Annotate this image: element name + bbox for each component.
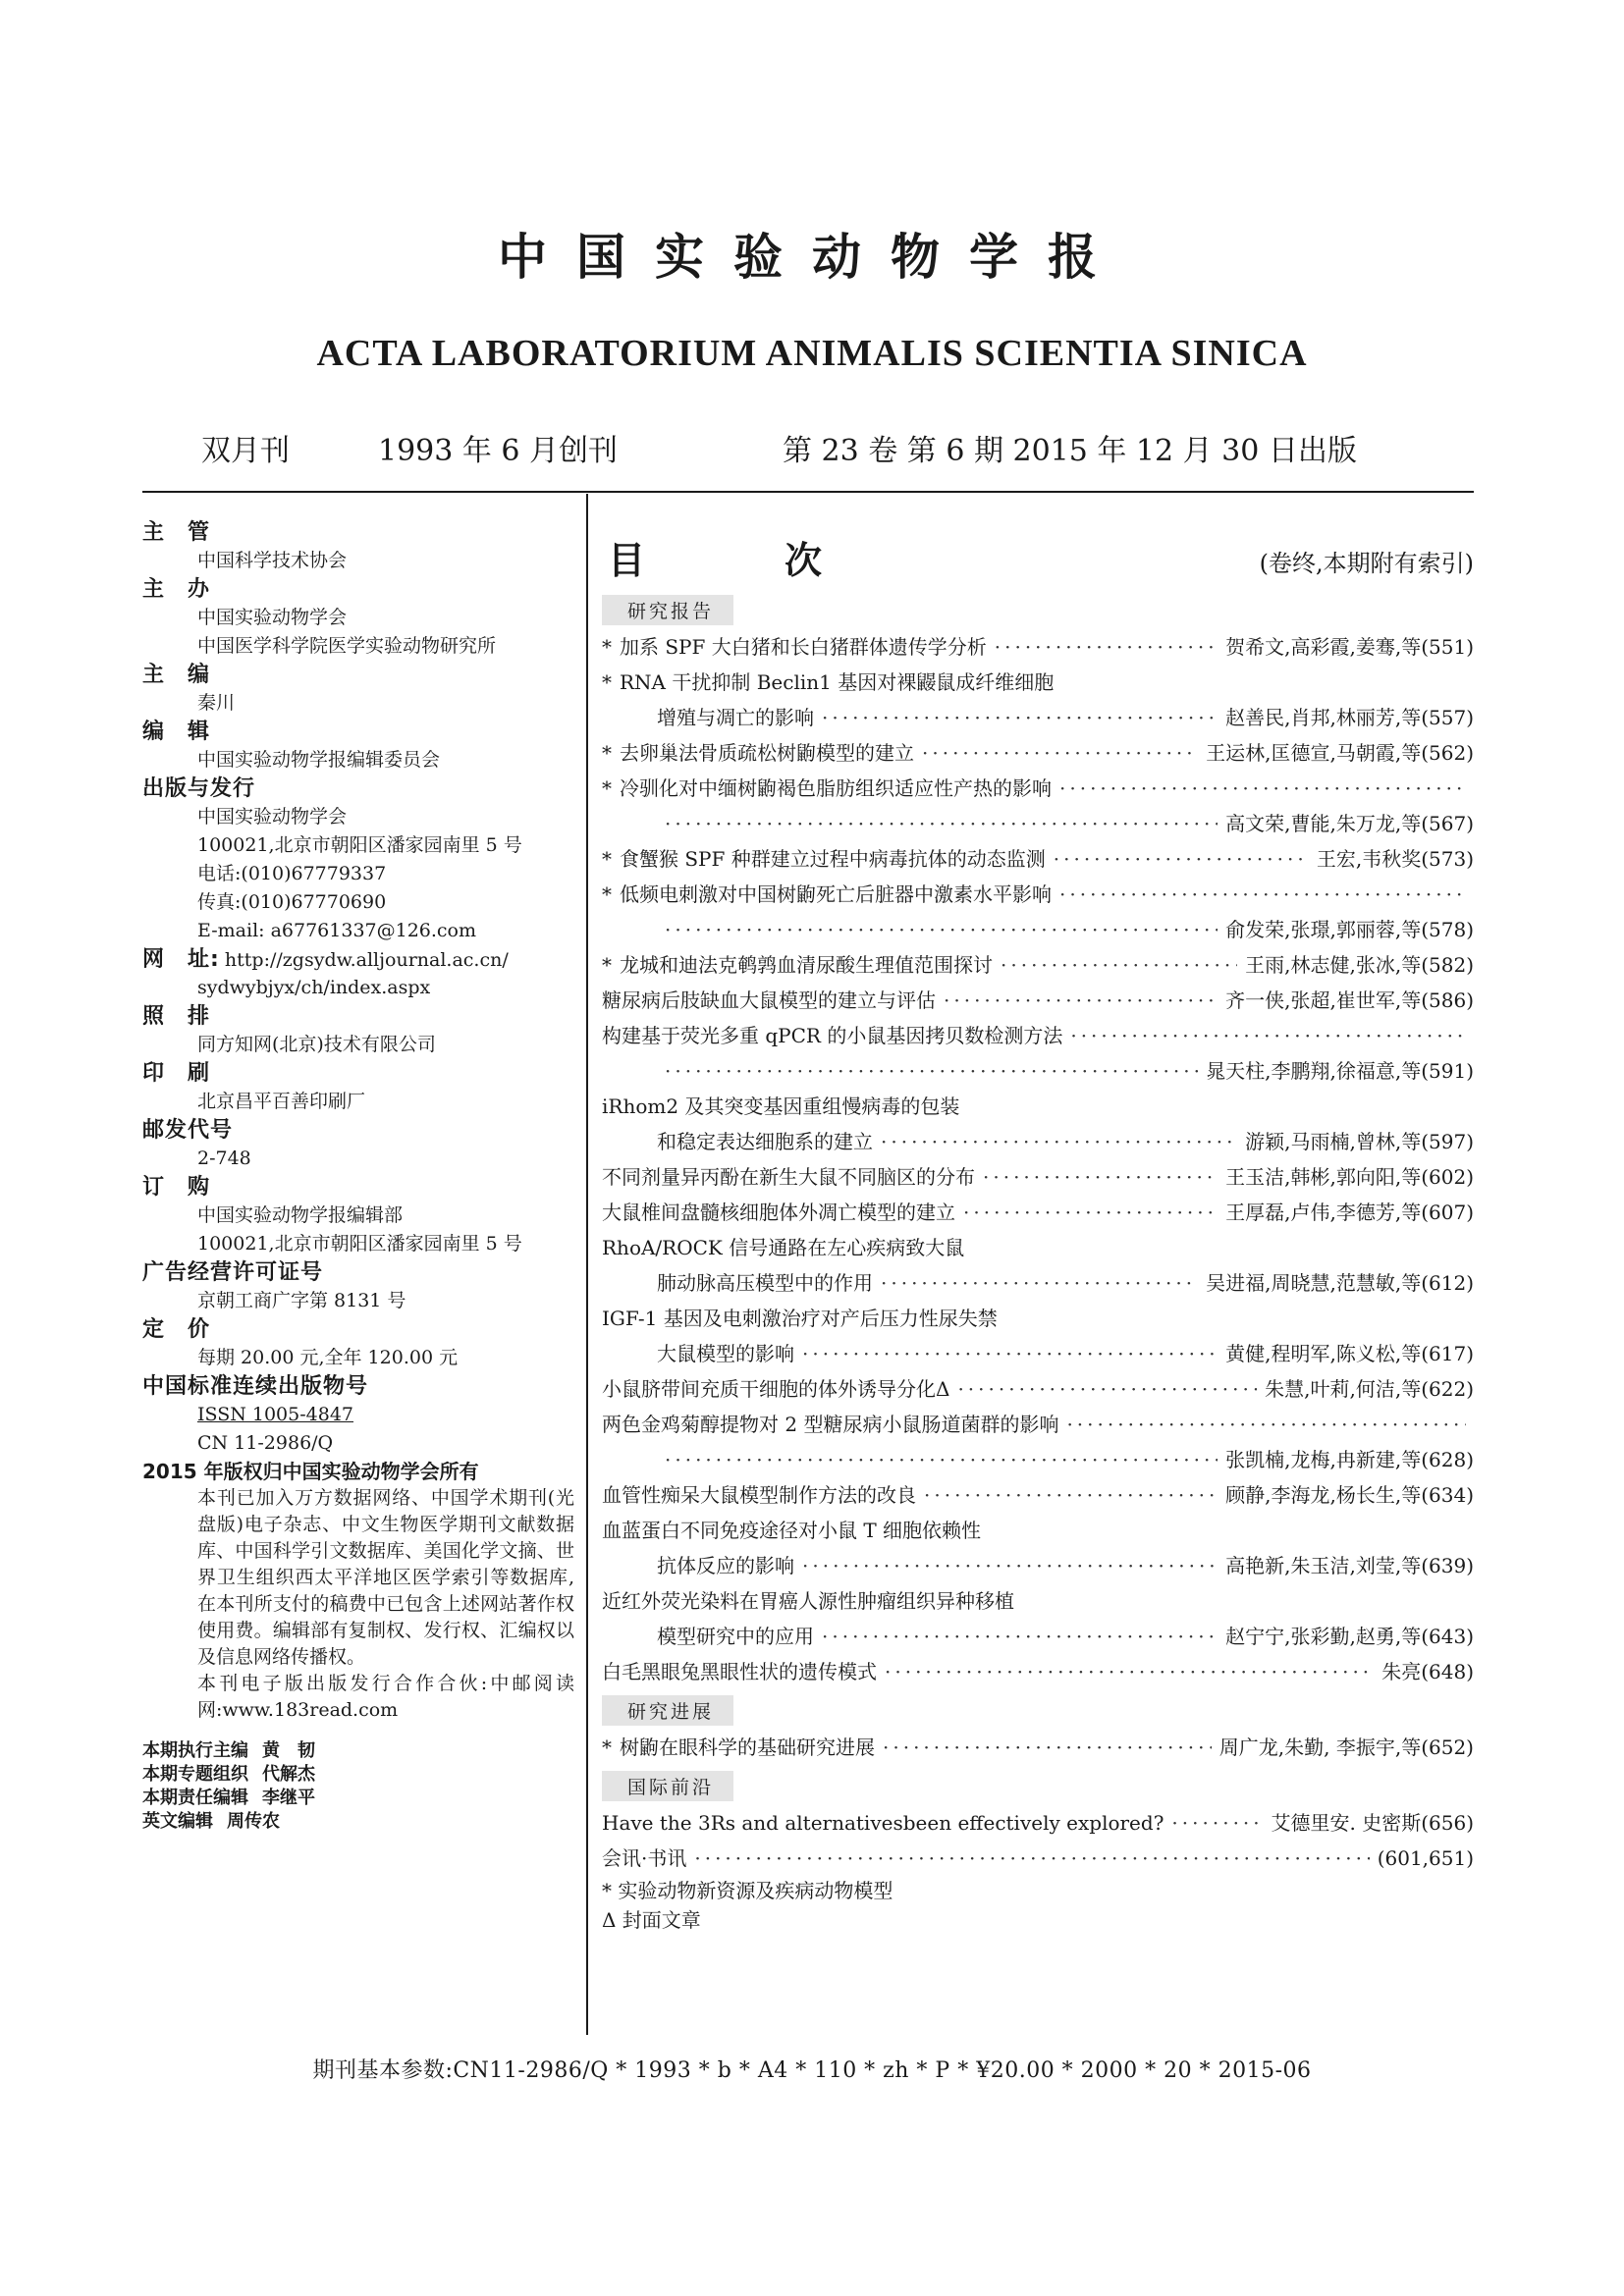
leader-dots	[983, 1159, 1218, 1195]
toc-entry-title: iRhom2 及其突变基因重组慢病毒的包装	[602, 1095, 960, 1118]
journal-parameters: 期刊基本参数:CN11-2986/Q * 1993 * b * A4 * 110 * zh * P * ¥20.00 * 2000 * 20 * 2015-06	[312, 2058, 1312, 2083]
info-label: 编 辑	[142, 720, 211, 744]
toc-entry-authors-page: 张凯楠,龙梅,冉新建,等(628)	[1225, 1448, 1474, 1471]
staff-item: 本期执行主编 黄 韧	[142, 1740, 315, 1761]
toc-entry-authors-page: 吴进福,周晓慧,范慧敏,等(612)	[1206, 1271, 1474, 1295]
info-label: 定 价	[142, 1317, 211, 1342]
staff-list	[142, 1739, 574, 1834]
toc-entry-authors-page: 高文荣,曹能,朱万龙,等(567)	[1225, 812, 1474, 835]
staff-item: 本期责任编辑 李继平	[142, 1788, 315, 1808]
toc-entry-title: 低频电刺激对中国树鼩死亡后脏器中激素水平影响	[620, 882, 1052, 906]
website-link[interactable]: http://zgsydw.alljournal.ac.cn/	[224, 949, 509, 971]
toc-entry-authors-page: 顾静,李海龙,杨长生,等(634)	[1225, 1483, 1474, 1507]
toc-entry-title-cont: 肺动脉高压模型中的作用	[657, 1271, 873, 1295]
toc-entry[interactable]	[602, 983, 1474, 1018]
toc-entry-mark: *	[602, 741, 612, 765]
toc-entry[interactable]	[602, 877, 1474, 947]
toc-entry-authors-page: 高艳新,朱玉洁,刘莹,等(639)	[1225, 1554, 1474, 1577]
toc-entry[interactable]	[602, 1513, 1474, 1583]
info-value: 京朝工商广字第 8131 号	[197, 1290, 406, 1311]
toc-entry-title: 白毛黑眼兔黑眼性状的遗传模式	[602, 1660, 877, 1683]
leader-dots	[665, 1442, 1218, 1477]
info-value: 秦川	[197, 692, 236, 714]
leader-dots	[665, 1053, 1198, 1089]
info-value: 同方知网(北京)技术有限公司	[197, 1034, 436, 1055]
leader-dots	[1001, 947, 1237, 983]
leader-dots	[881, 1265, 1198, 1301]
leader-dots	[883, 1730, 1212, 1765]
copyright-text: 本刊已加入万方数据网络、中国学术期刊(光盘版)电子杂志、中文生物医学期刊文献数据库、中国科学引文数据库、美国化学文摘、世界卫生组织西太平洋地区医学索引等数据库,在本刊所支付的稿费中已包含上述网站著作权使用费。编辑部有复制权、发行权、汇编权以及信息网络传播权。	[197, 1487, 574, 1668]
info-label: 出版与发行	[142, 776, 256, 801]
leader-dots	[885, 1654, 1374, 1689]
toc-entry[interactable]	[602, 1371, 1474, 1407]
toc-entry-authors-page: 赵宁宁,张彩勤,赵勇,等(643)	[1225, 1625, 1474, 1648]
info-value: 北京昌平百善印刷厂	[197, 1091, 366, 1112]
info-value: 100021,北京市朝阳区潘家园南里 5 号	[197, 1233, 522, 1255]
info-label: 印 刷	[142, 1061, 211, 1086]
toc-entry-title-cont: 增殖与凋亡的影响	[657, 706, 814, 729]
toc-entry[interactable]	[602, 1583, 1474, 1654]
leader-dots	[1059, 771, 1466, 806]
toc-entry-title: IGF-1 基因及电刺激治疗对产后压力性尿失禁	[602, 1307, 998, 1330]
info-label: 邮发代号	[142, 1118, 234, 1143]
journal-title-en: ACTA LABORATORIUM ANIMALIS SCIENTIA SINICA	[316, 333, 1308, 374]
toc-entry-authors-page: (601,651)	[1377, 1846, 1474, 1870]
toc-entry-authors-page: 周广龙,朱勤, 李振宇,等(652)	[1218, 1735, 1474, 1759]
toc-section-heading: 研究进展	[602, 1695, 733, 1726]
journal-title-cn: 中国实验动物学报	[498, 229, 1126, 286]
toc-entry-mark: *	[602, 847, 612, 871]
toc-entry-authors-page: 王雨,林志健,张冰,等(582)	[1245, 953, 1474, 977]
frequency: 双月刊	[201, 434, 290, 468]
toc-entry[interactable]	[602, 1195, 1474, 1230]
leader-dots	[694, 1841, 1369, 1876]
info-label: 主 编	[142, 663, 211, 687]
issue-info: 第 23 卷 第 6 期 2015 年 12 月 30 日出版	[783, 434, 1357, 468]
leader-dots	[995, 629, 1218, 665]
toc-entry[interactable]	[602, 1805, 1474, 1841]
toc-entry-authors-page: 王宏,韦秋奖(573)	[1316, 847, 1474, 871]
toc-entry-title: 近红外荧光染料在胃癌人源性肿瘤组织异种移植	[602, 1589, 1014, 1613]
toc-section-heading: 国际前沿	[602, 1771, 733, 1801]
toc-entry-authors-page: 艾德里安. 史密斯(656)	[1271, 1811, 1474, 1835]
toc-entry[interactable]	[602, 1230, 1474, 1301]
info-value: 中国科学技术协会	[197, 550, 348, 571]
leader-dots	[802, 1548, 1218, 1583]
toc-entry-title: 会讯·书讯	[602, 1846, 687, 1870]
toc-entry[interactable]	[602, 1730, 1474, 1765]
leader-dots	[822, 700, 1218, 735]
toc-entry-title-cont: 模型研究中的应用	[657, 1625, 814, 1648]
leader-dots	[944, 983, 1218, 1018]
toc-entry[interactable]	[602, 1654, 1474, 1689]
leader-dots	[1054, 841, 1309, 877]
toc-entry-authors-page: 赵善民,肖邦,林丽芳,等(557)	[1225, 706, 1474, 729]
toc-entry-authors-page: 贺希文,高彩霞,姜骞,等(551)	[1225, 635, 1474, 659]
info-value: 中国实验动物学报编辑委员会	[197, 749, 441, 771]
website-link-cont[interactable]: sydwybjyx/ch/index.aspx	[197, 977, 431, 998]
header-rule	[142, 491, 1474, 493]
toc-entry[interactable]	[602, 1018, 1474, 1089]
toc-entry[interactable]	[602, 1301, 1474, 1371]
phone: 电话:(010)67779337	[197, 863, 387, 884]
toc-entry-authors-page: 王玉洁,韩彬,郭向阳,等(602)	[1225, 1165, 1474, 1189]
partner-text: 本刊电子版出版发行合作合伙:中邮阅读网:www.183read.com	[197, 1673, 574, 1721]
info-label: 照 排	[142, 1004, 211, 1029]
toc-entry-title: 树鼩在眼科学的基础研究进展	[620, 1735, 875, 1759]
toc-entry-authors-page: 俞发荣,张璟,郭丽蓉,等(578)	[1225, 918, 1474, 941]
leader-dots	[802, 1336, 1218, 1371]
info-label: 主 管	[142, 520, 211, 545]
info-value: 2-748	[197, 1148, 251, 1169]
publication-info-column	[142, 518, 574, 1834]
toc-entry-title: 大鼠椎间盘髓核细胞体外凋亡模型的建立	[602, 1201, 955, 1224]
leader-dots	[665, 912, 1218, 947]
toc-title: 目 次	[608, 539, 874, 582]
info-value: 中国实验动物学会	[197, 806, 348, 828]
toc-entry-mark: *	[602, 776, 612, 800]
toc-body	[602, 589, 1474, 1876]
toc-entry-authors-page: 晁天柱,李鹏翔,徐福意,等(591)	[1206, 1059, 1474, 1083]
info-value: 中国实验动物学报编辑部	[197, 1204, 404, 1226]
info-label: 主 办	[142, 577, 211, 602]
info-value: 100021,北京市朝阳区潘家园南里 5 号	[197, 834, 522, 856]
toc-entry[interactable]	[602, 665, 1474, 735]
toc-entry-authors-page: 王厚磊,卢伟,李德芳,等(607)	[1225, 1201, 1474, 1224]
email: E-mail: a67761337@126.com	[197, 920, 477, 941]
info-label: 订 购	[142, 1175, 211, 1200]
issn: ISSN 1005-4847	[197, 1404, 353, 1425]
leader-dots	[963, 1195, 1218, 1230]
toc-entry-authors-page: 王运林,匡德宣,马朝霞,等(562)	[1206, 741, 1474, 765]
toc-entry-title: 血管性痴呆大鼠模型制作方法的改良	[602, 1483, 916, 1507]
info-label: 中国标准连续出版物号	[142, 1374, 369, 1399]
fax: 传真:(010)67770690	[197, 891, 387, 913]
toc-entry[interactable]	[602, 1159, 1474, 1195]
footnote-cover-article: Δ 封面文章	[602, 1908, 701, 1932]
info-label: 广告经营许可证号	[142, 1260, 324, 1285]
toc-entry-title: 龙城和迪法克鹌鹑血清尿酸生理值范围探讨	[620, 953, 993, 977]
toc-entry-title: 血蓝蛋白不同免疫途径对小鼠 T 细胞依赖性	[602, 1519, 982, 1542]
toc-entry[interactable]	[602, 735, 1474, 771]
toc-entry-title: 构建基于荧光多重 qPCR 的小鼠基因拷贝数检测方法	[602, 1024, 1063, 1047]
cn-number: CN 11-2986/Q	[197, 1432, 334, 1454]
toc-entry[interactable]	[602, 1477, 1474, 1513]
toc-entry-title-cont: 和稳定表达细胞系的建立	[657, 1130, 873, 1153]
toc-entry-title: 冷驯化对中缅树鼩褐色脂肪组织适应性产热的影响	[620, 776, 1052, 800]
toc-entry-authors-page: 朱亮(648)	[1381, 1660, 1474, 1683]
leader-dots	[922, 735, 1198, 771]
toc-entry-mark: *	[602, 635, 612, 659]
toc-entry-title: 食蟹猴 SPF 种群建立过程中病毒抗体的动态监测	[620, 847, 1046, 871]
info-value: 每期 20.00 元,全年 120.00 元	[197, 1347, 459, 1368]
toc-entry[interactable]	[602, 629, 1474, 665]
toc-entry[interactable]	[602, 841, 1474, 877]
leader-dots	[1066, 1407, 1466, 1442]
toc-entry-authors-page: 黄健,程明军,陈义松,等(617)	[1225, 1342, 1474, 1365]
toc-entry[interactable]	[602, 947, 1474, 983]
leader-dots	[881, 1124, 1237, 1159]
leader-dots	[665, 806, 1218, 841]
founded: 1993 年 6 月创刊	[378, 434, 619, 468]
toc-entry-title: 小鼠脐带间充质干细胞的体外诱导分化Δ	[602, 1377, 950, 1401]
toc-entry-mark: *	[602, 670, 612, 694]
leader-dots	[1059, 877, 1466, 912]
toc-entry[interactable]	[602, 771, 1474, 841]
copyright-heading: 2015 年版权归中国实验动物学会所有	[142, 1460, 479, 1483]
toc-entry-authors-page: 朱慧,叶莉,何洁,等(622)	[1265, 1377, 1474, 1401]
toc-entry-title: Have the 3Rs and alternativesbeen effectively explored?	[602, 1811, 1164, 1835]
toc-entry-title-cont: 大鼠模型的影响	[657, 1342, 794, 1365]
footnote-new-models: * 实验动物新资源及疾病动物模型	[602, 1879, 893, 1902]
staff-item: 本期专题组织 代解杰	[142, 1764, 315, 1785]
toc-entry-title: 加系 SPF 大白猪和长白猪群体遗传学分析	[620, 635, 987, 659]
leader-dots	[1070, 1018, 1466, 1053]
toc-entry-mark: *	[602, 953, 612, 977]
toc-entry-mark: *	[602, 882, 612, 906]
info-value: 中国实验动物学会	[197, 607, 348, 628]
toc-section-heading: 研究报告	[602, 595, 733, 625]
toc-entry-authors-page: 齐一侠,张超,崔世军,等(586)	[1225, 988, 1474, 1012]
toc-entry[interactable]	[602, 1407, 1474, 1477]
toc-entry-title: 两色金鸡菊醇提物对 2 型糖尿病小鼠肠道菌群的影响	[602, 1413, 1059, 1436]
toc-entry-title: RNA 干扰抑制 Beclin1 基因对裸鼹鼠成纤维细胞	[620, 670, 1055, 694]
leader-dots	[957, 1371, 1257, 1407]
toc-entry-authors-page: 游颖,马雨楠,曾林,等(597)	[1245, 1130, 1474, 1153]
column-divider	[586, 494, 588, 2035]
leader-dots	[1171, 1805, 1263, 1841]
leader-dots	[924, 1477, 1218, 1513]
toc-entry[interactable]	[602, 1089, 1474, 1159]
toc-entry-title: 不同剂量异丙酚在新生大鼠不同脑区的分布	[602, 1165, 975, 1189]
toc-note: (卷终,本期附有索引)	[1259, 550, 1474, 577]
toc-entry-title: RhoA/ROCK 信号通路在左心疾病致大鼠	[602, 1236, 965, 1259]
staff-item: 英文编辑 周传农	[142, 1811, 280, 1832]
leader-dots	[822, 1619, 1218, 1654]
toc-entry[interactable]	[602, 1841, 1474, 1876]
toc-entry-title: 去卵巢法骨质疏松树鼩模型的建立	[620, 741, 914, 765]
table-of-contents	[602, 530, 1474, 1935]
info-value: 中国医学科学院医学实验动物研究所	[197, 635, 497, 657]
toc-entry-title-cont: 抗体反应的影响	[657, 1554, 794, 1577]
toc-entry-title: 糖尿病后肢缺血大鼠模型的建立与评估	[602, 988, 936, 1012]
toc-entry-mark: *	[602, 1735, 612, 1759]
info-label: 网 址:	[142, 947, 220, 972]
